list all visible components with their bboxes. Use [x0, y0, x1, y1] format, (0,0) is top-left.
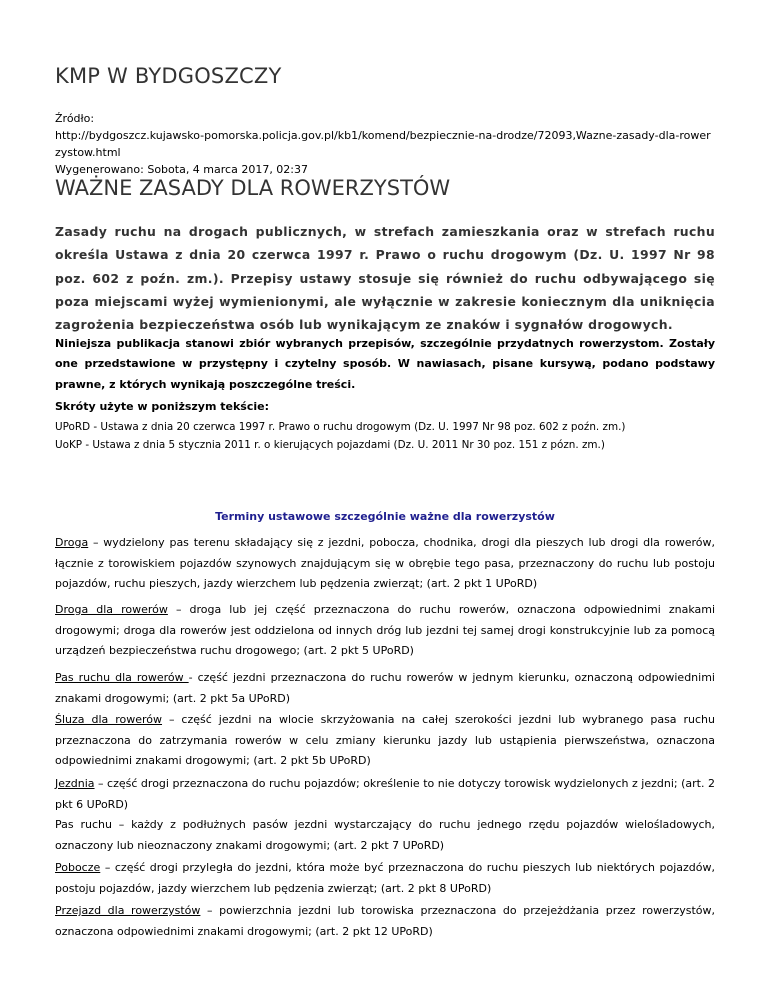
abbreviation-uprd: UPoRD - Ustawa z dnia 20 czerwca 1997 r. Prawo o ruchu drogowym (Dz. U. 1997 Nr 98 poz. 602 z poźn. zm.): [55, 421, 626, 433]
article-title: WAŻNE ZASADY DLA ROWERZYSTÓW: [55, 176, 451, 200]
generated-date: Wygenerowano: Sobota, 4 marca 2017, 02:37: [55, 163, 309, 176]
definition-term: Pas ruchu dla rowerów: [55, 671, 189, 684]
definition-text: – wydzielony pas terenu składający się z jezdni, pobocza, chodnika, drogi dla pieszych lub drogi dla rowerów, łącznie z torowiskiem pojazdów szynowych znajdującym się w obrębie tego pasa, przeznaczony do ruchu lub postoju pojazdów, ruchu pieszych, jazdy wierzchem lub pędzenia zwierząt; (art. 2 pkt 1 UPoRD): [55, 536, 715, 590]
source-block: [55, 110, 715, 178]
source-label: Źródło:: [55, 112, 95, 125]
definition-term: Śluza dla rowerów: [55, 713, 163, 726]
definition-pobocze: [55, 858, 715, 899]
definition-text: – część drogi przyległa do jezdni, która może być przeznaczona do ruchu pieszych lub niektórych pojazdów, postoju pojazdów, jazdy wierzchem lub pędzenia zwierząt; (art. 2 pkt 8 UPoRD): [55, 861, 715, 895]
article-lead: Zasady ruchu na drogach publicznych, w strefach zamieszkania oraz w strefach ruchu określa Ustawa z dnia 20 czerwca 1997 r. Prawo o ruchu drogowym (Dz. U. 1997 Nr 98 poz. 602 z poźn. zm.). Przepisy ustawy stosuje się również do ruchu odbywającego się poza miejscami wyżej wymienionymi, ale wyłącznie w zakresie koniecznym dla uniknięcia zagrożenia bezpieczeństwa osób lub wynikającym ze znaków i sygnałów drogowych.: [55, 224, 715, 333]
definition-term: Pobocze: [55, 861, 101, 874]
abbreviation-uokp: UoKP - Ustawa z dnia 5 stycznia 2011 r. o kierujących pojazdami (Dz. U. 2011 Nr 30 poz. 151 z pózn. zm.): [55, 439, 605, 451]
definition-term: Droga dla rowerów: [55, 603, 168, 616]
definition-text: – część jezdni na wlocie skrzyżowania na całej szerokości jezdni lub wybranego pasa ruchu przeznaczona do zatrzymania rowerów w celu zmiany kierunku jazdy lub ustąpienia pierwszeństwa, oznaczona odpowiednimi znakami drogowymi; (art. 2 pkt 5b UPoRD): [55, 713, 715, 767]
definition-text: – powierzchnia jezdni lub torowiska przeznaczona do przejeżdżania przez rowerzystów, oznaczona odpowiednimi znakami drogowymi; (art. 2 pkt 12 UPoRD): [55, 904, 716, 938]
source-url[interactable]: http://bydgoszcz.kujawsko-pomorska.policja.gov.pl/kb1/komend/bezpiecznie-na-drodze/72093,Wazne-zasady-dla-rowerzystow.html: [55, 129, 711, 159]
definition-pas-ruchu-dla-rowerow: [55, 668, 715, 709]
abbreviations-title: Skróty użyte w poniższym tekście:: [55, 400, 270, 413]
definition-sluza-dla-rowerow: [55, 710, 715, 772]
definition-term: Przejazd dla rowerzystów: [55, 904, 201, 917]
site-title: KMP W BYDGOSZCZY: [55, 64, 282, 88]
definition-droga-dla-rowerow: [55, 600, 715, 662]
definition-przejazd-dla-rowerzystow: [55, 901, 715, 942]
definition-jezdnia: [55, 774, 715, 815]
section-title: Terminy ustawowe szczególnie ważne dla rowerzystów: [215, 510, 555, 523]
definition-term: Jezdnia: [55, 777, 95, 790]
definition-term: Droga: [55, 536, 89, 549]
definition-droga: [55, 533, 715, 595]
definition-text: - część jezdni przeznaczona do ruchu rowerów w jednym kierunku, oznaczoną odpowiednimi znakami drogowymi; (art. 2 pkt 5a UPoRD): [55, 671, 715, 705]
definition-pas-ruchu: [55, 815, 715, 856]
article-intro: Niniejsza publikacja stanowi zbiór wybranych przepisów, szczególnie przydatnych rowerzystom. Zostały one przedstawione w przystępny i czytelny sposób. W nawiasach, pisane kursywą, podano podstawy prawne, z których wynikają poszczególne treści.: [55, 337, 715, 391]
definition-text: Pas ruchu – każdy z podłużnych pasów jezdni wystarczający do ruchu jednego rzędu pojazdów wielośladowych, oznaczony lub nieoznaczony znakami drogowymi; (art. 2 pkt 7 UPoRD): [55, 818, 715, 852]
definition-text: – część drogi przeznaczona do ruchu pojazdów; określenie to nie dotyczy torowisk wydzielonych z jezdni; (art. 2 pkt 6 UPoRD): [55, 777, 715, 811]
definition-text: – droga lub jej część przeznaczona do ruchu rowerów, oznaczona odpowiednimi znakami drogowymi; droga dla rowerów jest oddzielona od innych dróg lub jezdni tej samej drogi konstrukcyjnie lub za pomocą urządzeń bezpieczeństwa ruchu drogowego; (art. 2 pkt 5 UPoRD): [55, 603, 716, 657]
